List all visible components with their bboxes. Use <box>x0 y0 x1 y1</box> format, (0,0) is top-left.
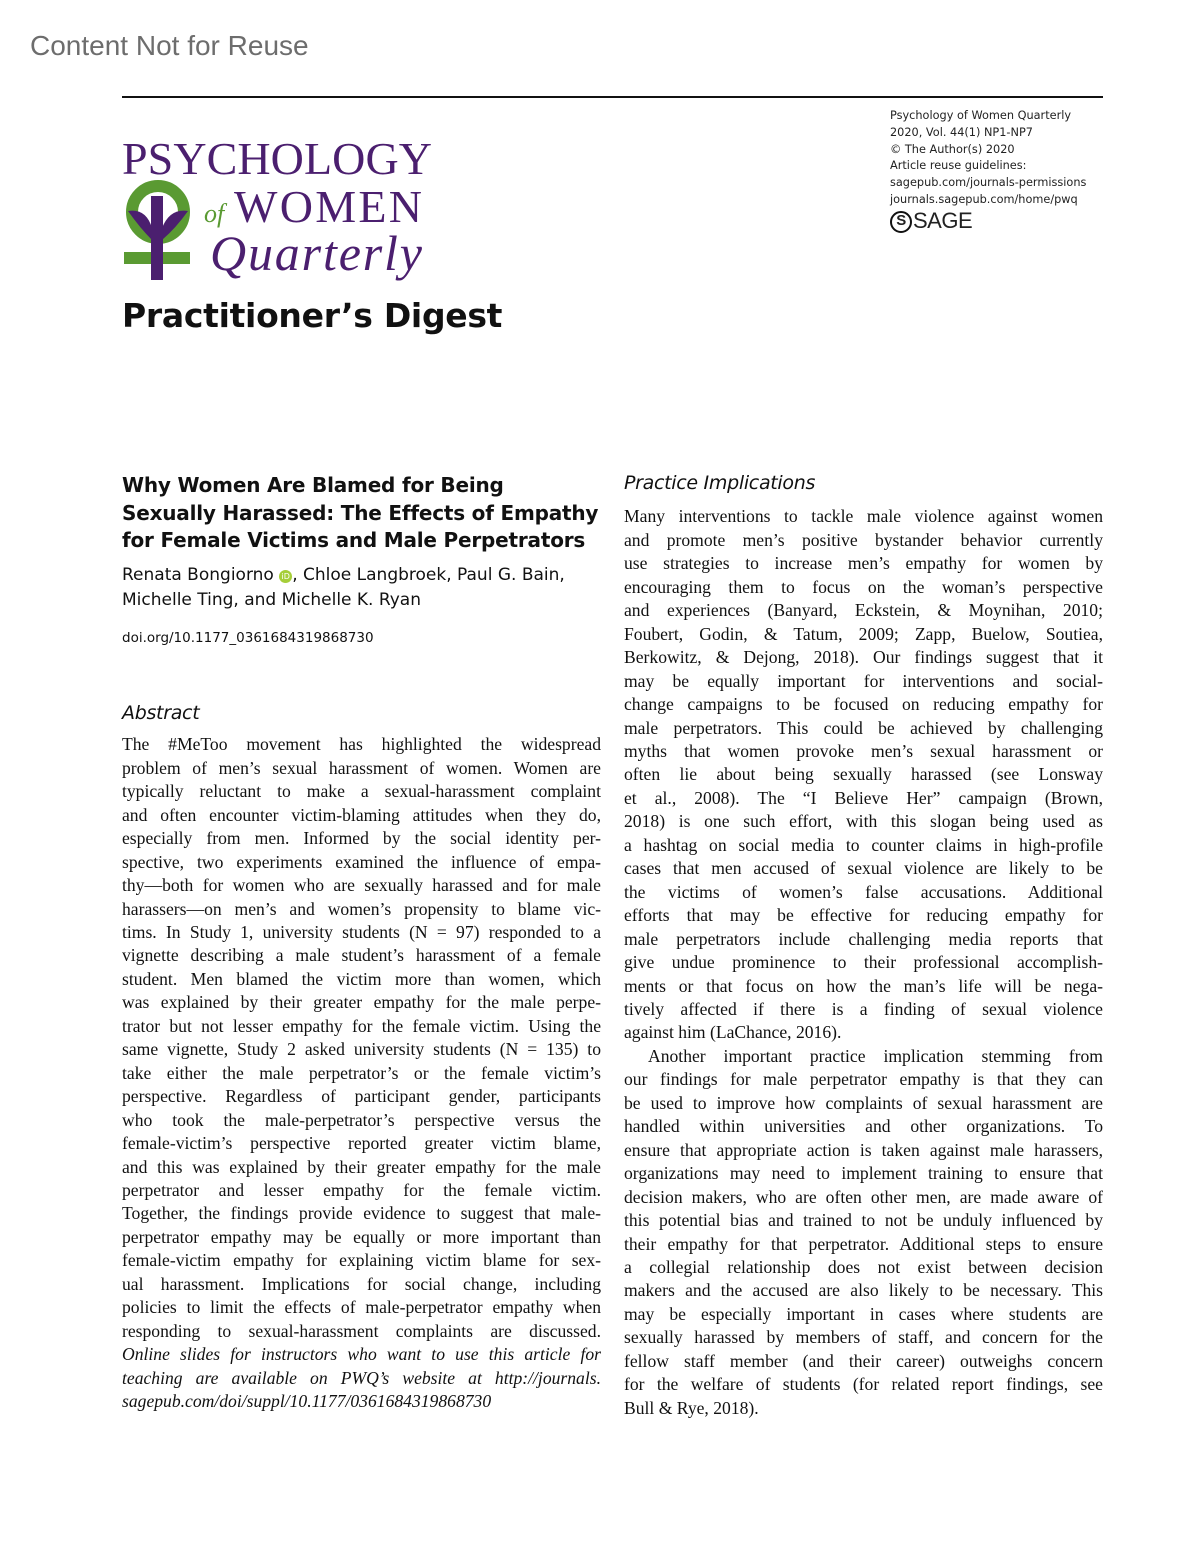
abstract-body <box>122 733 601 1413</box>
text-line: be used to improve how complaints of sexual harassment are <box>624 1092 1103 1113</box>
text-line: trator but not lesser empathy for the female victim. Using the <box>122 1015 601 1036</box>
text-line: Another important practice implication stemming from <box>648 1045 1103 1066</box>
text-line: sagepub.com/doi/suppl/10.1177/0361684319868730 <box>122 1391 492 1412</box>
text-line: harassers—on men’s and women’s propensity to blame vic- <box>122 898 601 919</box>
logo-of: of <box>204 199 225 228</box>
text-line: and promote men’s positive bystander behavior currently <box>624 529 1103 550</box>
sage-icon: S <box>890 211 912 233</box>
implications-body <box>624 505 1103 1420</box>
text-line: typically reluctant to make a sexual-harassment complaint <box>122 781 601 802</box>
text-line: spective, two experiments examined the influence of empa- <box>122 851 601 872</box>
text-line: perspective. Regardless of participant gender, participants <box>122 1086 601 1107</box>
text-line: decision makers, who are often other men, are made aware of <box>624 1186 1103 1207</box>
text-line: policies to limit the effects of male-perpetrator empathy when <box>122 1297 601 1318</box>
meta-reuse: Article reuse guidelines: <box>890 159 1027 173</box>
venus-symbol-icon <box>124 186 190 280</box>
text-line: ensure that appropriate action is taken against male harassers, <box>624 1139 1103 1160</box>
orcid-icon[interactable]: iD <box>279 570 292 583</box>
logo-line1: PSYCHOLOGY <box>122 133 432 184</box>
watermark: Content Not for Reuse <box>30 30 309 61</box>
text-line: fellow staff member (and their career) outweighs concern <box>624 1350 1103 1371</box>
text-line: sexually harassed by members of staff, and concern for the <box>624 1327 1103 1348</box>
text-line: student. Men blamed the victim more than women, which <box>122 968 601 989</box>
text-line: may be especially important in cases where students are <box>624 1303 1103 1324</box>
sage-logo <box>890 208 1086 234</box>
author-first: Renata Bongiorno <box>122 564 274 585</box>
left-column <box>122 472 601 1414</box>
text-line: and this was explained by their greater empathy for the male <box>122 1156 601 1177</box>
text-line: responding to sexual-harassment complaints are discussed. <box>122 1320 601 1341</box>
text-line: cases that men accused of sexual violence are likely to be <box>624 858 1103 879</box>
section-title: Practitioner’s Digest <box>122 296 503 335</box>
meta-journal-link[interactable]: journals.sagepub.com/home/pwq <box>890 192 1078 206</box>
article-title: Why Women Are Blamed for Being Sexually Harassed: The Effects of Empathy for Female Victims and Male Perpetrators <box>122 473 599 552</box>
text-line: who took the male-perpetrator’s perspective versus the <box>122 1109 601 1130</box>
authors-rest-2: Michelle Ting, and Michelle K. Ryan <box>122 589 421 610</box>
doi-link[interactable]: doi.org/10.1177_0361684319868730 <box>122 629 374 646</box>
text-line: teaching are available on PWQ’s website at http://journals. <box>122 1367 601 1388</box>
text-line: et al., 2008). The “I Believe Her” campaign (Brown, <box>624 787 1103 808</box>
text-line: and experiences (Banyard, Eckstein, & Moynihan, 2010; <box>624 600 1103 621</box>
text-line: take either the male perpetrator’s or the female victim’s <box>122 1062 601 1083</box>
text-line: change campaigns to be focused on reducing empathy for <box>624 694 1103 715</box>
text-line: our findings for male perpetrator empathy is that they can <box>624 1069 1103 1090</box>
text-line: give undue prominence to their professional accomplish- <box>624 952 1103 973</box>
meta-copyright: © The Author(s) 2020 <box>890 142 1015 156</box>
text-line: ual harassment. Implications for social change, including <box>122 1273 601 1294</box>
text-line: use strategies to increase men’s empathy for women by <box>624 553 1103 574</box>
authors <box>122 563 601 613</box>
text-line: a collegial relationship does not exist between decision <box>624 1256 1103 1277</box>
text-line: and often encounter victim-blaming attitudes when they do, <box>122 804 601 825</box>
text-line: organizations may need to implement training to ensure that <box>624 1163 1103 1184</box>
journal-meta <box>890 108 1086 233</box>
text-line: problem of men’s sexual harassment of women. Women are <box>122 757 601 778</box>
text-line: Berkowitz, & Dejong, 2018). Our findings suggest that it <box>624 647 1103 668</box>
text-line: efforts that may be effective for reducing empathy for <box>624 905 1103 926</box>
text-line: 2018) is one such effort, with this slogan being used as <box>624 811 1103 832</box>
implications-heading: Practice Implications <box>624 472 816 494</box>
text-line: for the welfare of students (for related report findings, see <box>624 1374 1103 1395</box>
text-line: perpetrator and lesser empathy for the female victim. <box>122 1180 601 1201</box>
text-line: thy—both for women who are sexually harassed and for male <box>122 875 601 896</box>
meta-journal: Psychology of Women Quarterly <box>890 109 1072 122</box>
meta-volume: 2020, Vol. 44(1) NP1-NP7 <box>890 125 1033 139</box>
text-line: a hashtag on social media to counter claims in high-profile <box>624 834 1103 855</box>
text-line: Together, the findings provide evidence to suggest that male- <box>122 1203 601 1224</box>
text-line: tively affected if there is a finding of sexual violence <box>624 998 1103 1019</box>
logo-line3: Quarterly <box>210 225 422 281</box>
text-line: especially from men. Informed by the social identity per- <box>122 828 601 849</box>
text-line: the victims of women’s false accusations. Additional <box>624 881 1103 902</box>
text-line: same vignette, Study 2 asked university students (N = 135) to <box>122 1039 601 1060</box>
text-line: makers and the accused are also likely to be necessary. This <box>624 1280 1103 1301</box>
text-line: Bull & Rye, 2018). <box>624 1397 759 1418</box>
meta-permissions-link[interactable]: sagepub.com/journals-permissions <box>890 176 1087 190</box>
right-column <box>624 472 1103 1420</box>
authors-rest: , Chloe Langbroek, Paul G. Bain, <box>292 564 565 585</box>
text-line: Foubert, Godin, & Tatum, 2009; Zapp, Buelow, Soutiea, <box>624 623 1103 644</box>
header-rule <box>122 96 1103 98</box>
text-line: Many interventions to tackle male violence against women <box>624 506 1103 527</box>
text-line: handled within universities and other organizations. To <box>624 1116 1103 1137</box>
text-line: tims. In Study 1, university students (N = 97) responded to a <box>122 922 601 943</box>
abstract-heading: Abstract <box>122 701 200 724</box>
text-line: The #MeToo movement has highlighted the widespread <box>122 734 601 755</box>
logo-line2: WOMEN <box>234 181 422 232</box>
journal-logo <box>118 128 438 288</box>
text-line: may be equally important for interventions and social- <box>624 670 1103 691</box>
text-line: their empathy for that perpetrator. Additional steps to ensure <box>624 1233 1103 1254</box>
text-line: Online slides for instructors who want to use this article for <box>122 1344 601 1365</box>
text-line: encouraging them to focus on the woman’s perspective <box>624 576 1103 597</box>
text-line: often lie about being sexually harassed (see Lonsway <box>624 764 1103 785</box>
text-line: perpetrator empathy may be equally or more important than <box>122 1226 601 1247</box>
text-line: vignette describing a male student’s harassment of a female <box>122 945 601 966</box>
text-line: was explained by their greater empathy for the male perpe- <box>122 992 601 1013</box>
text-line: this potential bias and trained to not be unduly influenced by <box>624 1210 1103 1231</box>
text-line: female-victim’s perspective reported greater victim blame, <box>122 1133 601 1154</box>
text-line: male perpetrators. This could be achieved by challenging <box>624 717 1103 738</box>
publisher-name: SAGE <box>913 208 973 234</box>
text-line: against him (LaChance, 2016). <box>624 1022 842 1043</box>
text-line: female-victim empathy for explaining victim blame for sex- <box>122 1250 601 1271</box>
text-line: myths that women provoke men’s sexual harassment or <box>624 740 1103 761</box>
text-line: ments or that focus on how the man’s life will be nega- <box>624 975 1103 996</box>
text-line: male perpetrators include challenging media reports that <box>624 928 1103 949</box>
